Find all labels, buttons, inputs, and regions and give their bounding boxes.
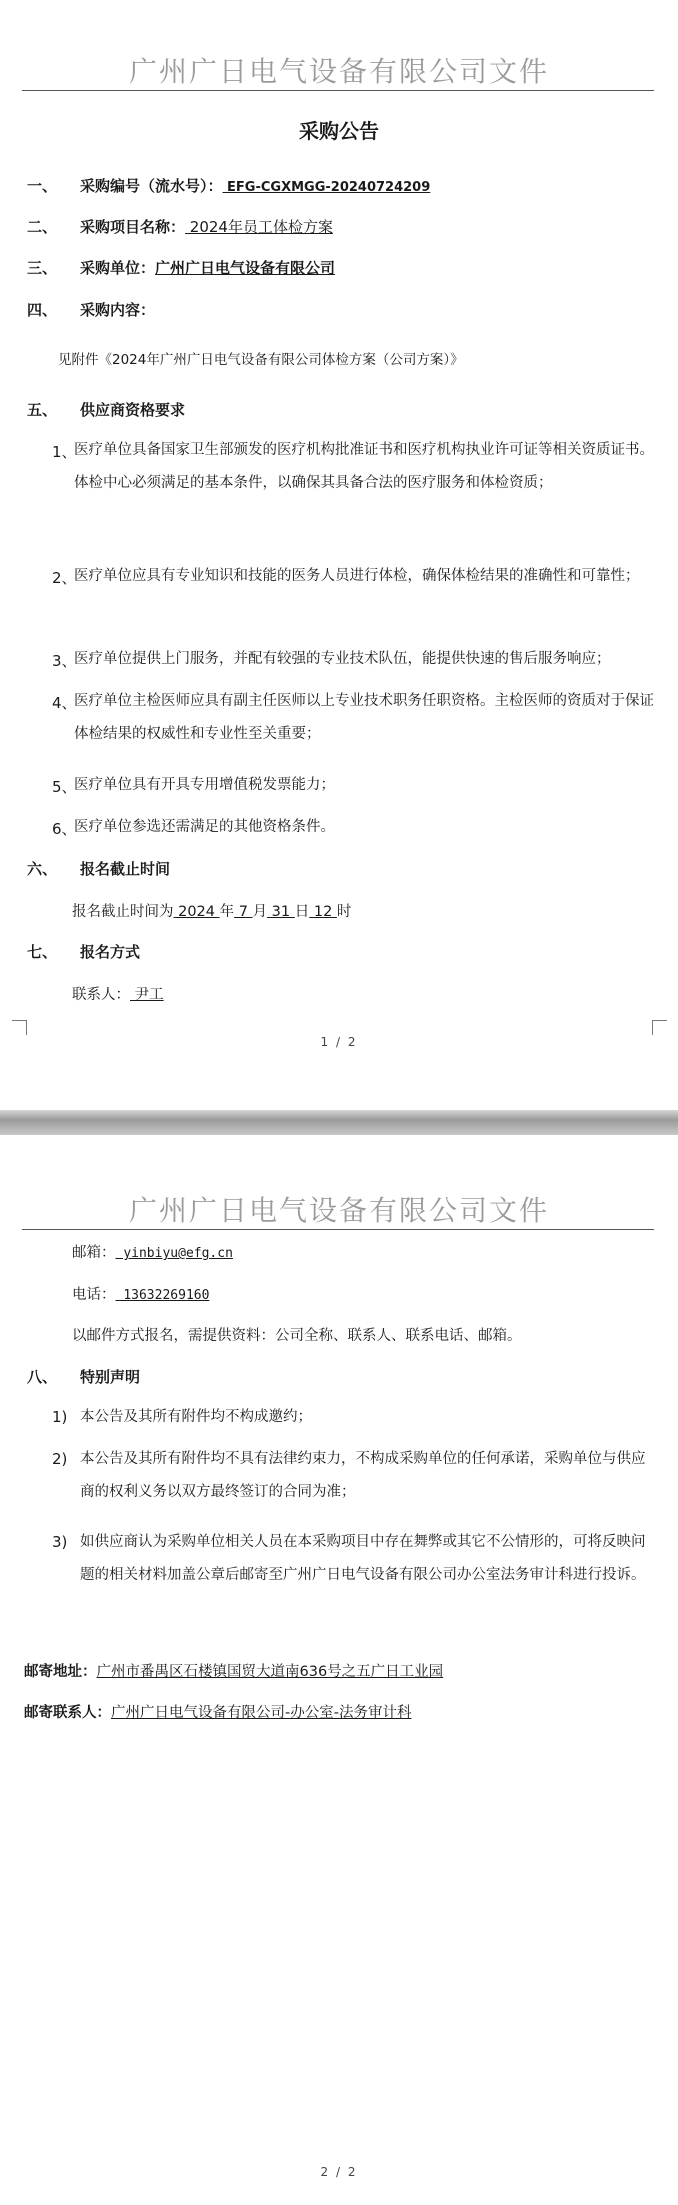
email-label: 邮箱： [72, 1245, 116, 1261]
mail-address-value: 广州市番禺区石楼镇国贸大道南636号之五广日工业园 [96, 1664, 444, 1680]
doc-title: 采购公告 [299, 119, 379, 143]
qualification-item-2: 医疗单位应具有专业知识和技能的医务人员进行体检，确保体检结果的准确性和可靠性； [74, 568, 640, 584]
phone-value: 13632269160 [115, 1288, 210, 1303]
project-name-value: 2024年员工体检方案 [185, 218, 333, 236]
qualification-item-4-number: 4、 [52, 694, 77, 712]
qualification-heading: 供应商资格要求 [80, 401, 186, 419]
project-name-label: 采购项目名称： [80, 218, 186, 236]
deadline-prefix: 报名截止时间为 [72, 904, 174, 920]
qualification-item-1: 医疗单位具备国家卫生部颁发的医疗机构批准证书和医疗机构执业许可证等相关资质证书。体检中心必须满足的基本条件，以确保其具备合法的医疗服务和体检资质； [74, 442, 654, 491]
deadline-heading: 报名截止时间 [80, 860, 171, 878]
phone-label: 电话： [72, 1287, 116, 1303]
page-separator [0, 1110, 678, 1135]
statement-heading: 特别声明 [80, 1368, 141, 1386]
contact-person-label: 联系人： [72, 987, 130, 1003]
header-divider-page2 [22, 1229, 654, 1230]
header-divider [22, 90, 654, 91]
statement-item-1: 本公告及其所有附件均不构成邀约； [80, 1409, 312, 1425]
section-1 [80, 175, 430, 196]
section-6-number: 六、 [27, 860, 58, 878]
header-title-page2: 广州广日电气设备有限公司文件 [128, 1194, 549, 1227]
contact-person [72, 983, 164, 1004]
mail-address-label: 邮寄地址： [24, 1664, 97, 1680]
crop-mark-right [652, 1020, 667, 1035]
section-3-number: 三、 [27, 259, 58, 277]
qualification-item-6: 医疗单位参选还需满足的其他资格条件。 [74, 819, 335, 835]
section-2-number: 二、 [27, 218, 58, 236]
qualification-item-4: 医疗单位主检医师应具有副主任医师以上专业技术职务任职资格。主检医师的资质对于保证体检结果的权威性和专业性至关重要； [74, 693, 654, 742]
deadline-hour: 12 [309, 904, 337, 920]
deadline-hour-unit: 时 [336, 904, 352, 920]
statement-item-3: 如供应商认为采购单位相关人员在本采购项目中存在舞弊或其它不公情形的，可将反映问题的相关材料加盖公章后邮寄至广州广日电气设备有限公司办公室法务审计科进行投诉。 [80, 1534, 646, 1583]
statement-item-3-number: 3) [52, 1533, 68, 1551]
statement-item-2-number: 2) [52, 1450, 68, 1468]
contact-person-value: 尹工 [130, 987, 164, 1003]
statement-item-1-number: 1) [52, 1408, 68, 1426]
deadline-day-unit: 日 [294, 904, 310, 920]
mail-contact-value: 广州广日电气设备有限公司-办公室-法务审计科 [111, 1705, 412, 1721]
procurement-number-value: EFG-CGXMGG-20240724209 [222, 180, 431, 195]
procurement-content-detail: 见附件《2024年广州广日电气设备有限公司体检方案（公司方案）》 [58, 352, 464, 368]
procurement-content-label: 采购内容： [80, 301, 156, 319]
deadline-year: 2024 [173, 904, 220, 920]
deadline-day: 31 [267, 904, 295, 920]
statement-item-2: 本公告及其所有附件均不具有法律约束力，不构成采购单位的任何承诺，采购单位与供应商的权利义务以双方最终签订的合同为准； [80, 1451, 646, 1500]
page-number-2: 2 / 2 [320, 2165, 358, 2179]
header-title: 广州广日电气设备有限公司文件 [128, 55, 549, 88]
purchaser-label: 采购单位： [80, 259, 156, 277]
qualification-item-5: 医疗单位具有开具专用增值税发票能力； [74, 777, 335, 793]
qualification-item-1-number: 1、 [52, 443, 77, 461]
crop-mark-left [12, 1020, 27, 1035]
deadline-year-unit: 年 [219, 904, 235, 920]
document-page-2 [0, 1135, 678, 2205]
section-5-number: 五、 [27, 401, 58, 419]
qualification-item-6-number: 6、 [52, 820, 77, 838]
section-7-number: 七、 [27, 943, 58, 961]
section-8-number: 八、 [27, 1368, 58, 1386]
email-value: yinbiyu@efg.cn [115, 1246, 233, 1261]
mail-contact-label: 邮寄联系人： [24, 1705, 111, 1721]
phone-line [72, 1283, 209, 1304]
deadline-month-unit: 月 [252, 904, 268, 920]
qualification-item-3-number: 3、 [52, 652, 77, 670]
deadline-month: 7 [234, 904, 253, 920]
mail-address-line [24, 1660, 443, 1681]
deadline-line [72, 900, 351, 921]
qualification-item-5-number: 5、 [52, 778, 77, 796]
procurement-number-label: 采购编号（流水号）： [80, 177, 223, 195]
qualification-item-3: 医疗单位提供上门服务，并配有较强的专业技术队伍，能提供快速的售后服务响应； [74, 651, 611, 667]
section-4-number: 四、 [27, 301, 58, 319]
purchaser-value: 广州广日电气设备有限公司 [155, 259, 336, 277]
section-1-number: 一、 [27, 177, 58, 195]
page-number-1: 1 / 2 [320, 1035, 358, 1049]
section-3 [80, 257, 335, 278]
email-line [72, 1241, 233, 1262]
registration-note: 以邮件方式报名，需提供资料：公司全称、联系人、联系电话、邮箱。 [72, 1328, 522, 1344]
registration-heading: 报名方式 [80, 943, 141, 961]
qualification-item-2-number: 2、 [52, 569, 77, 587]
section-2 [80, 216, 333, 237]
mail-contact-line [24, 1701, 411, 1722]
